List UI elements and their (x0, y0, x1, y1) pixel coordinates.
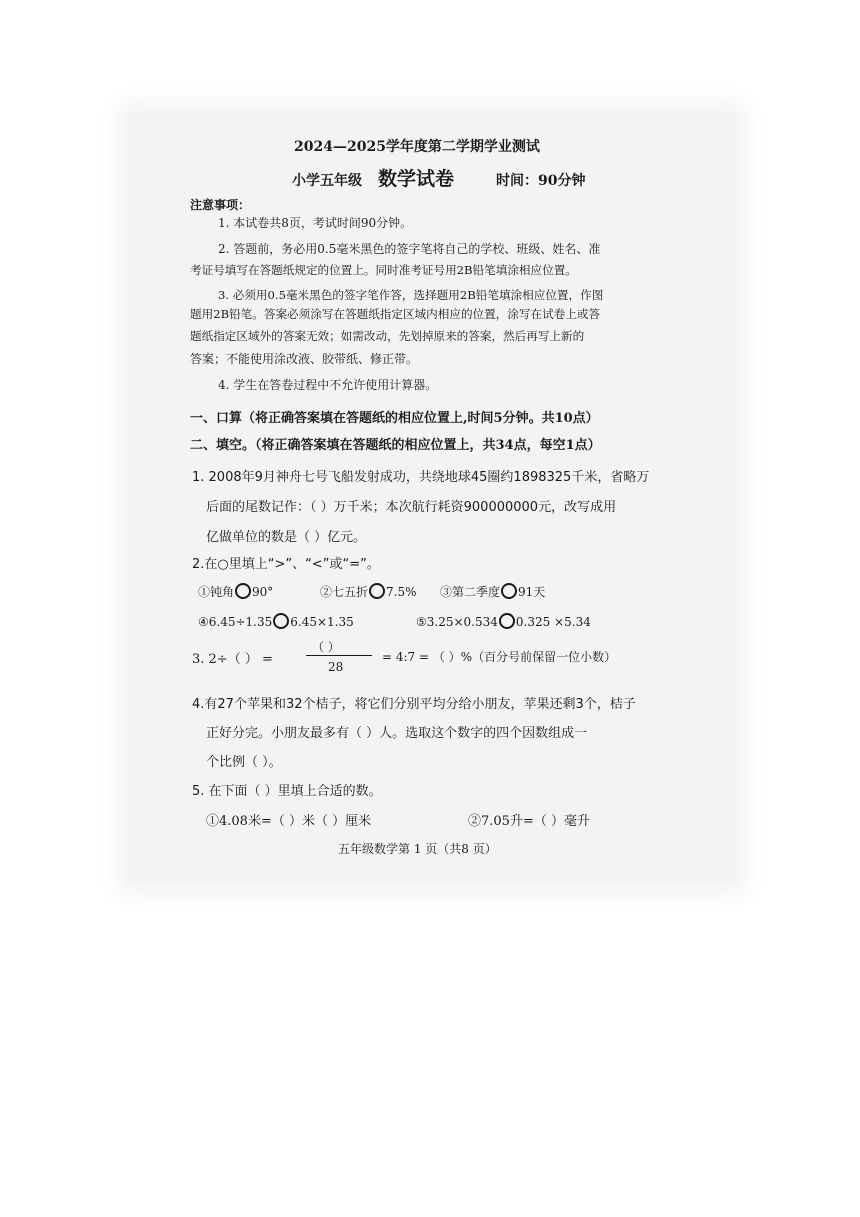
item-a-right: 90° (252, 585, 274, 599)
question-2-item-d (198, 613, 354, 629)
note-1: 1. 本试卷共8页，考试时间90分钟。 (218, 216, 413, 230)
question-4-line-1: 4.有27个苹果和32个桔子，将它们分别平均分给小朋友，苹果还剩3个，桔子 (192, 697, 636, 712)
question-5-title: 5. 在下面（ ）里填上合适的数。 (192, 784, 382, 799)
note-3-line-2: 题用2B铅笔。答案必须涂写在答题纸指定区域内相应的位置，涂写在试卷上或答 (190, 307, 601, 321)
grade-label: 小学五年级 (292, 173, 362, 189)
compare-circle-c[interactable] (501, 583, 517, 599)
question-3-end: = 4:7 = （ ）%（百分号前保留一位小数） (382, 650, 617, 664)
question-2-item-e (416, 613, 591, 629)
question-2-item-b (320, 583, 417, 600)
page-footer: 五年级数学第 1 页（共8 页） (338, 842, 497, 856)
item-c-left: ③第二季度 (440, 585, 501, 599)
question-4-line-3: 个比例（ ）。 (206, 755, 282, 770)
question-5-item-b: ②7.05升=（ ）毫升 (468, 814, 590, 829)
compare-circle-e[interactable] (499, 613, 515, 629)
question-1-line-3: 亿做单位的数是（ ）亿元。 (206, 530, 367, 545)
time-label: 时间：90分钟 (496, 173, 586, 189)
question-2-item-c (440, 583, 545, 600)
item-a-left: ①钝角 (198, 585, 235, 599)
question-1-line-1: 1. 2008年9月神舟七号飞船发射成功，共绕地球45圈约1898325千米，省略万 (192, 470, 650, 485)
item-e-left: ⑤3.25×0.534 (416, 615, 498, 629)
item-d-left: ④6.45÷1.35 (198, 615, 273, 629)
question-2-title: 2.在○里填上“>”、“<”或“=”。 (192, 557, 380, 572)
section-1-heading: 一、口算（将正确答案填在答题纸的相应位置上,时间5分钟。共10点） (190, 411, 599, 426)
compare-circle-a[interactable] (235, 583, 251, 599)
note-4: 4. 学生在答卷过程中不允许使用计算器。 (218, 378, 438, 392)
subject-label: 数学试卷 (378, 168, 455, 190)
compare-circle-d[interactable] (273, 613, 289, 629)
note-3-line-3: 题纸指定区域外的答案无效；如需改动，先划掉原来的答案，然后再写上新的 (190, 329, 585, 343)
notes-heading: 注意事项： (190, 198, 251, 212)
note-3-line-4: 答案；不能使用涂改液、胶带纸、修正带。 (190, 352, 419, 366)
question-3-numerator: （ ） (312, 640, 340, 654)
question-3-denominator: 28 (328, 660, 344, 674)
section-2-heading: 二、填空。（将正确答案填在答题纸的相应位置上，共34点，每空1点） (190, 438, 601, 453)
item-b-right: 7.5% (386, 585, 417, 599)
item-b-left: ②七五折 (320, 585, 369, 599)
question-5-item-a: ①4.08米=（ ）米（ ）厘米 (206, 814, 372, 829)
note-2-line-2: 考证号填写在答题纸规定的位置上。同时准考证号用2B铅笔填涂相应位置。 (190, 263, 577, 277)
question-2-item-a (198, 583, 273, 600)
question-4-line-2: 正好分完。小朋友最多有（ ）人。选取这个数字的四个因数组成一 (206, 726, 588, 741)
item-e-right: 0.325 ×5.34 (515, 615, 591, 629)
fraction-bar (306, 655, 372, 656)
question-3-start: 3. 2÷（ ） = (192, 652, 273, 667)
item-d-right: 6.45×1.35 (290, 615, 354, 629)
question-1-line-2: 后面的尾数记作：（ ）万千米；本次航行耗资900000000元，改写成用 (206, 500, 617, 515)
item-c-right: 91天 (518, 585, 546, 599)
note-2-line-1: 2. 答题前，务必用0.5毫米黑色的签字笔将自己的学校、班级、姓名、准 (218, 242, 601, 256)
compare-circle-b[interactable] (369, 583, 385, 599)
note-3-line-1: 3. 必须用0.5毫米黑色的签字笔作答，选择题用2B铅笔填涂相应位置，作图 (218, 288, 604, 302)
exam-title: 2024—2025学年度第二学期学业测试 (294, 139, 540, 155)
